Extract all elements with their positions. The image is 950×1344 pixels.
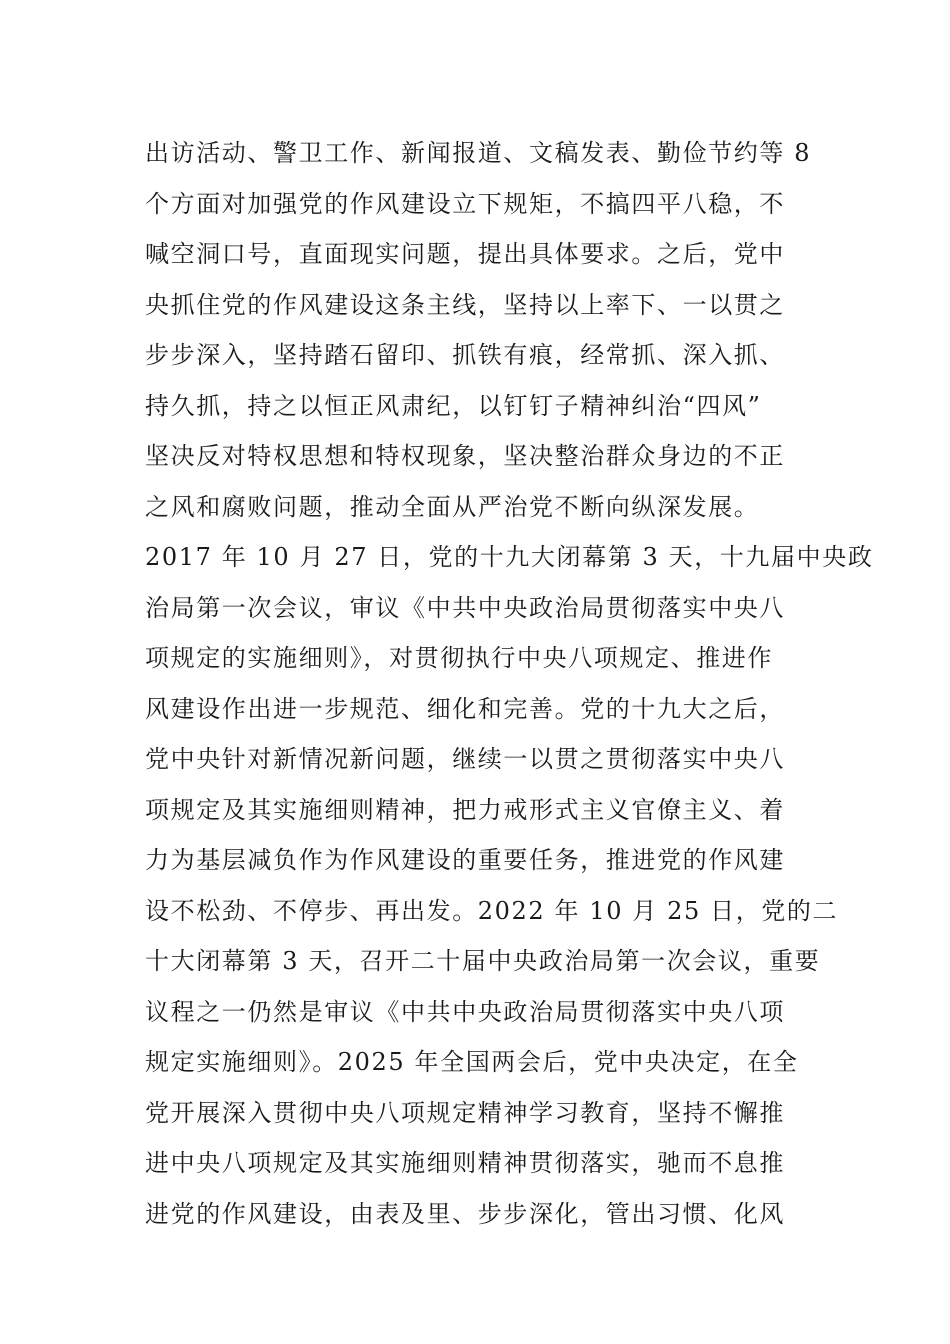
text-line: 进党的作风建设，由表及里、步步深化，管出习惯、化风 <box>145 1199 785 1228</box>
text-line: 步步深入，坚持踏石留印、抓铁有痕，经常抓、深入抓、 <box>145 341 785 369</box>
text-line: 风建设作出进一步规范、细化和完善。党的十九大之后， <box>145 694 785 723</box>
text-line: 之风和腐败问题，推动全面从严治党不断向纵深发展。 <box>145 492 760 521</box>
text-line: 设不松劲、不停步、再出发。2022 年 10 月 25 日，党的二 <box>145 896 839 925</box>
text-line: 力为基层减负作为作风建设的重要任务，推进党的作风建 <box>145 846 785 874</box>
text-line: 坚决反对特权思想和特权现象，坚决整治群众身边的不正 <box>145 442 785 470</box>
text-line: 项规定及其实施细则精神，把力戒形式主义官僚主义、着 <box>145 795 785 824</box>
text-line: 央抓住党的作风建设这条主线，坚持以上率下、一以贯之 <box>145 290 785 319</box>
text-line: 2017 年 10 月 27 日，党的十九大闭幕第 3 天，十九届中央政 <box>145 543 874 571</box>
text-line: 党中央针对新情况新问题，继续一以贯之贯彻落实中央八 <box>145 745 785 773</box>
text-line: 进中央八项规定及其实施细则精神贯彻落实，驰而不息推 <box>145 1149 785 1177</box>
body-paragraph <box>145 128 874 1239</box>
text-line: 十大闭幕第 3 天，召开二十届中央政治局第一次会议，重要 <box>145 947 821 975</box>
text-line: 项规定的实施细则》，对贯彻执行中央八项规定、推进作 <box>145 644 773 672</box>
text-line: 出访活动、警卫工作、新闻报道、文稿发表、勤俭节约等 8 <box>145 139 812 167</box>
text-line: 个方面对加强党的作风建设立下规矩，不搞四平八稳，不 <box>145 189 785 218</box>
text-line: 党开展深入贯彻中央八项规定精神学习教育，坚持不懈推 <box>145 1098 785 1127</box>
text-line: 持久抓，持之以恒正风肃纪，以钉钉子精神纠治“四风” <box>145 391 762 420</box>
text-line: 治局第一次会议，审议《中共中央政治局贯彻落实中央八 <box>145 593 785 622</box>
text-line: 议程之一仍然是审议《中共中央政治局贯彻落实中央八项 <box>145 997 785 1026</box>
text-line: 规定实施细则》。2025 年全国两会后，党中央决定，在全 <box>145 1048 799 1076</box>
text-line: 喊空洞口号，直面现实问题，提出具体要求。之后，党中 <box>145 240 785 268</box>
